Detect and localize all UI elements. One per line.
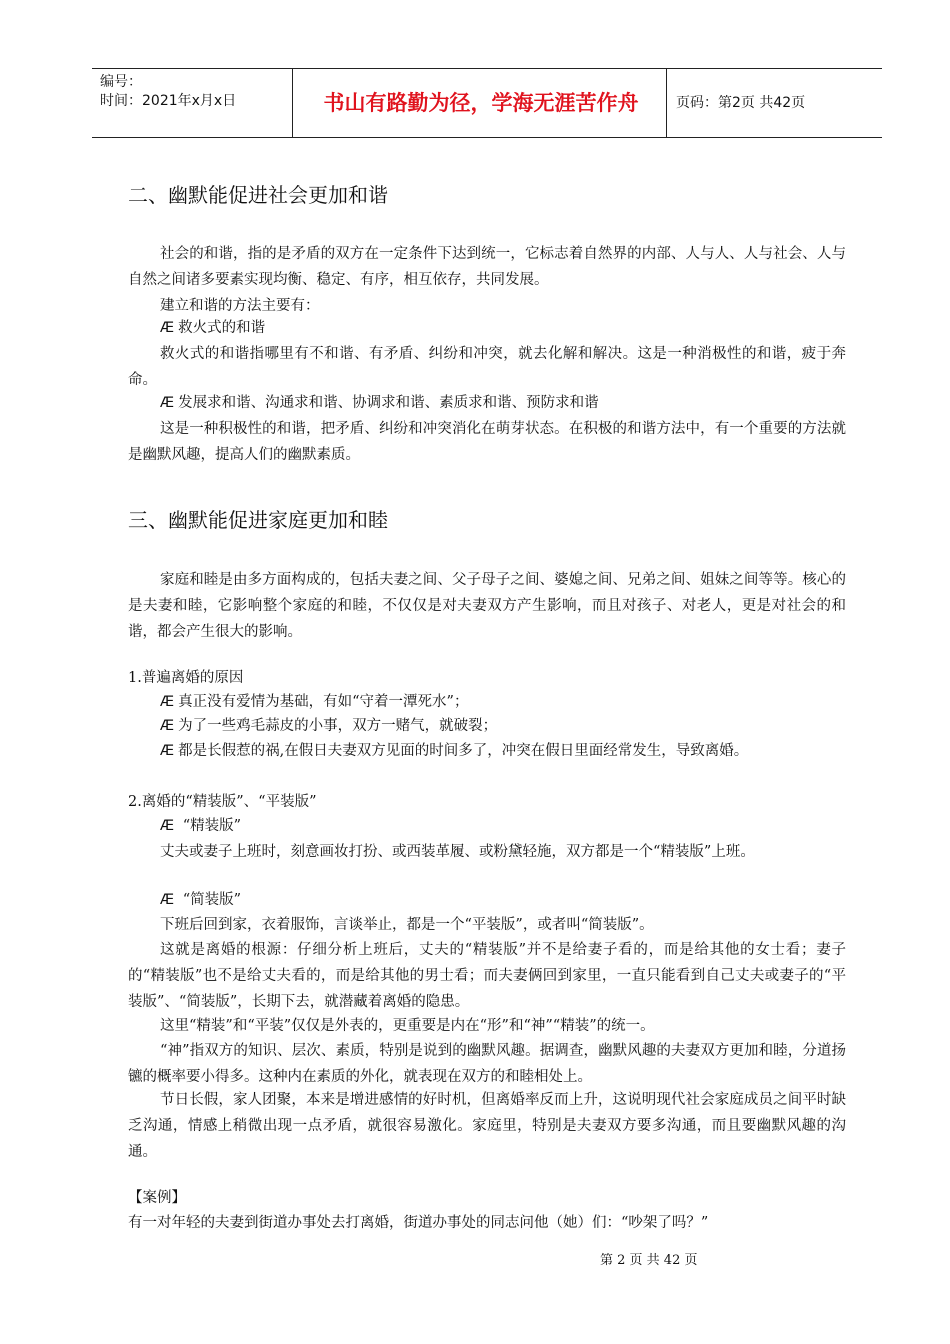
subsection-2-title: 2.离婚的“精装版”、“平装版” bbox=[128, 794, 317, 810]
page-footer: 第 2 页 共 42 页 bbox=[600, 1253, 698, 1268]
subsection-1-title: 1.普遍离婚的原因 bbox=[128, 670, 244, 686]
section-2-para: 社会的和谐，指的是矛盾的双方在一定条件下达到统一，它标志着自然界的内部、人与人、人与社会、人与自然之间诸多要素实现均衡、稳定、有序，相互依存，共同发展。 bbox=[128, 246, 846, 288]
section-2-title: 二、幽默能促进社会更加和谐 bbox=[128, 183, 388, 207]
jing-version-title: Æ “精装版” bbox=[160, 818, 242, 834]
case-text: 有一对年轻的夫妻到街道办事处去打离婚，街道办事处的同志问他（她）们：“吵架了吗？” bbox=[128, 1215, 709, 1231]
time-label: 时间：2021年x月x日 bbox=[100, 93, 237, 109]
jian-version-desc: 下班后回到家，衣着服饰，言谈举止，都是一个“平装版”，或者叫“简装版”。 bbox=[160, 917, 654, 933]
method-item-2-desc: 这是一种积极性的和谐，把矛盾、纠纷和冲突消化在萌芽状态。在积极的和谐方法中，有一个重要的方法就是幽默风趣，提高人们的幽默素质。 bbox=[128, 421, 846, 463]
divorce-reason-3: Æ 都是长假惹的祸,在假日夫妻双方见面的时间多了，冲突在假日里面经常发生，导致离婚。 bbox=[160, 743, 749, 759]
method-item-1 bbox=[160, 315, 265, 341]
number-label: 编号： bbox=[100, 74, 142, 90]
case-label: 【案例】 bbox=[128, 1190, 186, 1206]
divorce-reason-1: Æ 真正没有爱情为基础，有如“守着一潭死水”； bbox=[160, 694, 469, 710]
header-motto: 书山有路勤为径，学海无涯苦作舟 bbox=[323, 91, 639, 115]
holiday-para: 节日长假，家人团聚，本来是增进感情的好时机，但离婚率反而上升，这说明现代社会家庭成员之间平时缺乏沟通，情感上稍微出现一点矛盾，就很容易激化。家庭里，特别是夫妻双方要多沟通，而且要幽默风趣的沟通。 bbox=[128, 1092, 846, 1160]
methods-intro: 建立和谐的方法主要有： bbox=[160, 298, 320, 314]
bullet-icon: Æ bbox=[160, 718, 175, 734]
jian-version-title: Æ “简装版” bbox=[160, 892, 242, 908]
method-item-1-desc: 救火式的和谐指哪里有不和谐、有矛盾、纠纷和冲突，就去化解和解决。这是一种消极性的和谐，疲于奔命。 bbox=[128, 346, 846, 388]
shen-para: “神”指双方的知识、层次、素质，特别是说到的幽默风趣。据调查，幽默风趣的夫妻双方更加和睦，分道扬镳的概率要小得多。这种内在素质的外化，就表现在双方的和睦相处上。 bbox=[128, 1043, 846, 1085]
bullet-icon: Æ bbox=[160, 818, 175, 834]
document-header bbox=[92, 68, 882, 138]
header-divider bbox=[666, 69, 667, 137]
divorce-root-para: 这就是离婚的根源：仔细分析上班后，丈夫的“精装版”并不是给妻子看的，而是给其他的女士看；妻子的“精装版”也不是给丈夫看的，而是给其他的男士看；而夫妻俩回到家里，一直只能看到自己丈夫或妻子的“平装版”、“简装版”，长期下去，就潜藏着离婚的隐患。 bbox=[128, 942, 846, 1010]
divorce-reason-2: Æ 为了一些鸡毛蒜皮的小事，双方一赌气，就破裂； bbox=[160, 718, 498, 734]
header-page-info: 页码：第2页 共42页 bbox=[676, 95, 806, 111]
bullet-icon: Æ bbox=[160, 743, 175, 759]
header-meta bbox=[100, 73, 236, 111]
bullet-icon: Æ bbox=[160, 395, 175, 411]
bullet-icon: Æ bbox=[160, 320, 175, 336]
section-3-para: 家庭和睦是由多方面构成的，包括夫妻之间、父子母子之间、婆媳之间、兄弟之间、姐妹之间等等。核心的是夫妻和睦，它影响整个家庭的和睦，不仅仅是对夫妻双方产生影响，而且对孩子、对老人，更是对社会的和谐，都会产生很大的影响。 bbox=[128, 572, 846, 640]
section-3-title: 三、幽默能促进家庭更加和睦 bbox=[128, 508, 388, 532]
method-item-2 bbox=[160, 390, 599, 416]
method-item-1-title: 救火式的和谐 bbox=[178, 320, 266, 336]
unity-para: 这里“精装”和“平装”仅仅是外表的，更重要是内在“形”和“神”“精装”的统一。 bbox=[160, 1018, 655, 1034]
bullet-icon: Æ bbox=[160, 694, 175, 710]
jing-version-desc: 丈夫或妻子上班时，刻意画妆打扮、或西装革履、或粉黛轻施，双方都是一个“精装版”上班。 bbox=[160, 844, 755, 860]
bullet-icon: Æ bbox=[160, 892, 175, 908]
header-divider bbox=[292, 69, 293, 137]
method-item-2-title: 发展求和谐、沟通求和谐、协调求和谐、素质求和谐、预防求和谐 bbox=[178, 395, 599, 411]
